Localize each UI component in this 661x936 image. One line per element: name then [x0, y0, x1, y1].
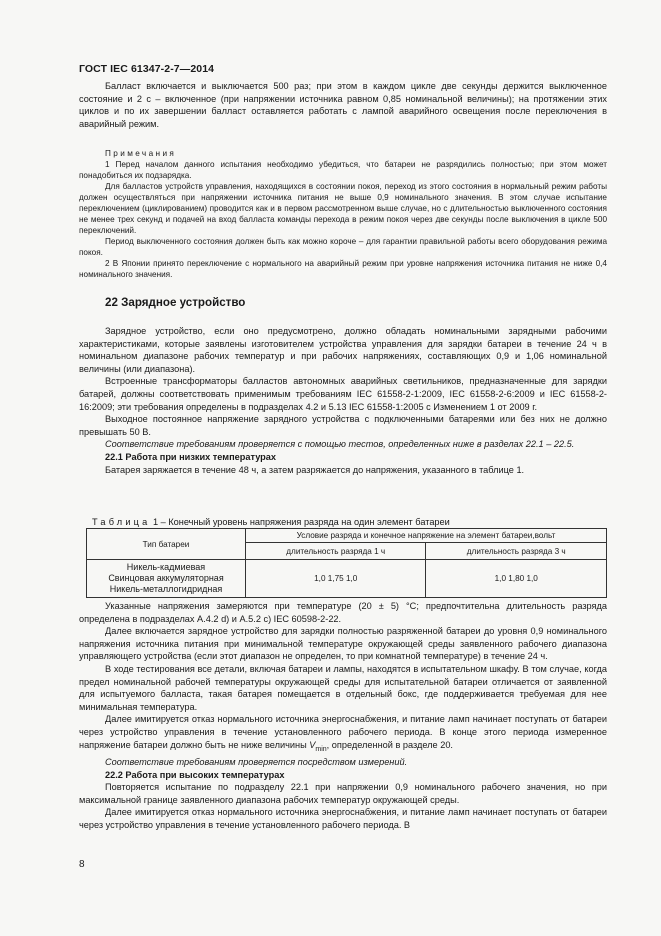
battery-type: Свинцовая аккумуляторная: [108, 573, 224, 583]
compliance-note: Соответствие требованиям проверяется с помощью тестов, определенных ниже в разделах 22.1 – 22.5.: [105, 439, 575, 450]
vmin-symbol: V: [309, 739, 316, 750]
standard-header: ГОСТ IEC 61347-2-7—2014: [79, 63, 215, 75]
body-paragraph: Далее включается зарядное устройство для зарядки полностью разряженной батареи до уровня 0,9 номинального напряжения источника питания при минимальной температуре окружающей среды заявленного рабочего диапазона управляющего устройства (если этот диапазон не определен, то при комнатной температуре) в течение 24 ч.: [79, 626, 607, 662]
note-item: 1 Перед началом данного испытания необходимо убедиться, что батареи не разрядились полностью; при этом может понадобиться их подзарядка.: [79, 160, 607, 180]
intro-paragraph: Балласт включается и выключается 500 раз; при этом в каждом цикле две секунды держится выключенное состояние и 2 с – включенное (при напряжении источника равном 0,85 номинальной величины); на протяжении этих циклов и по их завершении балласт оставляется работать с лампой аварийного освещения после переключения в аварийный режим.: [79, 81, 607, 129]
section-22-title: 22 Зарядное устройство: [105, 296, 246, 309]
table-header-condition: Условие разряда и конечное напряжение на элемент батареи,вольт: [246, 529, 607, 543]
subsection-22-1-paragraph: Батарея заряжается в течение 48 ч, а затем разряжается до напряжения, указанного в таблице 1.: [105, 464, 525, 475]
body-paragraph: В ходе тестирования все детали, включая батареи и лампы, находятся в испытательном шкафу. В том случае, когда предел номинальной рабочей температуры окружающей среды для испытательной батареи отличается от заявленной для испытуемого балласта, такая батарея помещается в отдельный бокс, где поддерживается требуемая для нее минимальная температура.: [79, 663, 607, 712]
note-item: 2 В Японии принято переключение с нормального на аварийный режим при уровне напряжения источника питания не ниже 0,4 номинального значения.: [79, 259, 607, 279]
table-1-caption: [92, 517, 450, 527]
table-cell-3h-values: 1,0 1,80 1,0: [426, 560, 607, 598]
section-22-paragraph: Зарядное устройство, если оно предусмотрено, должно обладать номинальными зарядными рабочими характеристиками, которые заявлены изготовителем устройства управления для зарядки батареи в течение 24 ч в номинальном диапазоне рабочих температур и при рабочих напряжениях, составляющих 0,9 и 1,06 номинальной величины (или диапазона).: [79, 326, 607, 374]
body-paragraph: Указанные напряжения замеряются при температуре (20 ± 5) °С; предпочтительна длительность разряда определена в подразделах А.4.2 d) и А.5.2 с) IEC 60598-2-22.: [79, 601, 607, 624]
body-text: Далее имитируется отказ нормального источника энергоснабжения, и питание ламп начинает поступать от батареи через устройство управления в течение установленного рабочего периода. В конце этого периода измеренное напряжение батареи должно быть не ниже величины: [79, 714, 607, 750]
note-item: Период выключенного состояния должен быть как можно короче – для гарантии правильной работы всего оборудования режима покоя.: [79, 237, 607, 257]
table-caption-word: Таблица: [92, 517, 151, 527]
note-block: [79, 148, 607, 280]
subsection-22-2-title: 22.2 Работа при высоких температурах: [105, 769, 285, 780]
table-header-1h: длительность разряда 1 ч: [246, 543, 426, 560]
battery-type: Никель-кадмиевая: [126, 562, 206, 572]
note-item: Для балластов устройств управления, находящихся в состоянии покоя, переход из этого состояния в нормальный режим работы должен осуществляться при напряжении источника питания не выше 0,9 номинального значения. В этом случае испытание переключением (циклированием) проводится как и в первом рассмотренном выше случае, но с длительностью выключенного состояния не менее трех секунд и подачей на вход балласта команды перехода в режим покоя через две секунды после выключения в цикле 500 переключений.: [79, 182, 607, 235]
table-header-3h: длительность разряда 3 ч: [426, 543, 607, 560]
intro-block: [79, 80, 607, 130]
body-text: , определенной в разделе 20.: [326, 739, 453, 750]
note-title: Примечания: [105, 149, 177, 158]
table-1: [86, 528, 607, 598]
subsection-22-2-paragraph: Далее имитируется отказ нормального источника энергоснабжения, и питание ламп начинает поступать от батареи через устройство управления в течение установленного рабочего периода. В: [79, 807, 607, 830]
subsection-22-1-title: 22.1 Работа при низких температурах: [105, 451, 277, 462]
page-number: 8: [79, 859, 85, 870]
subsection-22-2-paragraph: Повторяется испытание по подразделу 22.1 при напряжении 0,9 номинального рабочего значения, но при максимальной границе заявленного диапазона рабочих температур окружающей среды.: [79, 782, 607, 805]
section-22-paragraph: Встроенные трансформаторы балластов автономных аварийных светильников, предназначенные для зарядки батарей, должны соответствовать применимым требованиям IEC 61558-2-1:2009, IEC 61558-2-6:2009 и IEC 61558-2-16:2009; эти требования определены в подразделах 4.2 и 5.13 IEC 61558-1:2005 с Изменением 1 от 2009 г.: [79, 376, 607, 412]
body-paragraph: [79, 713, 607, 756]
section-22-paragraph: Выходное постоянное напряжение зарядного устройства с подключенными батареями или без них не должно превышать 50 В.: [79, 414, 607, 437]
after-table-body: [79, 600, 607, 832]
table-cell-battery-types: [87, 560, 246, 598]
table-cell-1h-values: 1,0 1,75 1,0: [246, 560, 426, 598]
table-header-type: Тип батареи: [87, 529, 246, 560]
table-caption-text: 1 – Конечный уровень напряжения разряда на один элемент батареи: [153, 517, 450, 527]
vmin-subscript: min: [315, 745, 327, 753]
battery-type: Никель-металлогидридная: [109, 584, 223, 594]
compliance-note: Соответствие требованиям проверяется посредством измерений.: [105, 756, 408, 767]
section-22-body: [79, 325, 607, 476]
